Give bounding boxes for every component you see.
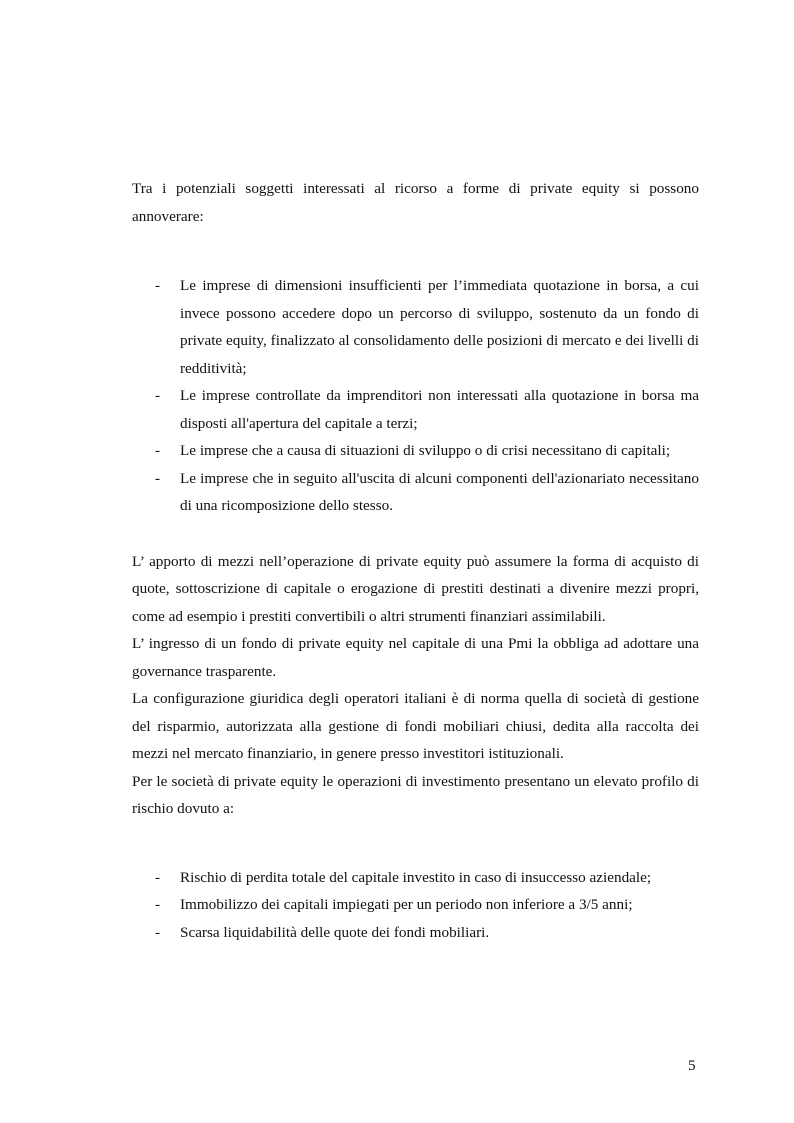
list-item-text: Le imprese controllate da imprenditori non interessati alla quotazione in borsa ma disposti all'apertura del capitale a terzi; [180,387,699,432]
list-item-text: Le imprese che a causa di situazioni di sviluppo o di crisi necessitano di capitali; [180,442,671,459]
list-item-text: Immobilizzo dei capitali impiegati per un periodo non inferiore a 3/5 anni; [180,896,633,913]
eligible-companies-list [132,272,699,520]
risk-factors-list [132,864,699,947]
intro-paragraph: Tra i potenziali soggetti interessati al ricorso a forme di private equity si possono annoverare: [132,180,699,225]
body-paragraph: La configurazione giuridica degli operatori italiani è di norma quella di società di gestione del risparmio, autorizzata alla gestione di fondi mobiliari chiusi, dedita alla raccolta dei mezzi nel mercato finanziario, in genere presso investitori istituzionali. [132,690,699,762]
list-item-text: Le imprese che in seguito all'uscita di alcuni componenti dell'azionariato necessitano di una ricomposizione dello stesso. [180,469,699,514]
list-item [132,272,699,382]
body-paragraph: L’ apporto di mezzi nell’operazione di private equity può assumere la forma di acquisto di quote, sottoscrizione di capitale o erogazione di prestiti destinati a divenire mezzi propri, come ad esempio i prestiti convertibili o altri strumenti finanziari assimilabili. [132,552,699,625]
list-item-text: Scarsa liquidabilità delle quote dei fondi mobiliari. [180,923,490,941]
list-item [132,864,699,892]
list-item [132,919,699,947]
dash-bullet: - [155,442,161,459]
list-item-text: Le imprese di dimensioni insufficienti per l’immediata quotazione in borsa, a cui invece possono accedere dopo un percorso di sviluppo, sostenuto da un fondo di private equity, finalizzato al consolidamento delle posizioni di mercato e dei livelli di redditività; [180,277,699,377]
page-body [132,175,699,946]
list-item [132,891,699,919]
list-item [132,382,699,437]
body-paragraph: Per le società di private equity le operazioni di investimento presentano un elevato profilo di rischio dovuto a: [132,772,699,817]
list-item [132,437,699,465]
dash-bullet: - [155,868,161,886]
dash-bullet: - [155,469,161,487]
body-paragraph: L’ ingresso di un fondo di private equity nel capitale di una Pmi la obbliga ad adottare una governance trasparente. [132,635,699,680]
dash-bullet: - [155,387,161,404]
page-number: 5 [688,1057,696,1074]
body-paragraphs [132,548,699,823]
dash-bullet: - [155,896,161,913]
list-item [132,465,699,520]
dash-bullet: - [155,923,161,941]
dash-bullet: - [155,277,161,294]
list-item-text: Rischio di perdita totale del capitale investito in caso di insuccesso aziendale; [180,868,652,886]
